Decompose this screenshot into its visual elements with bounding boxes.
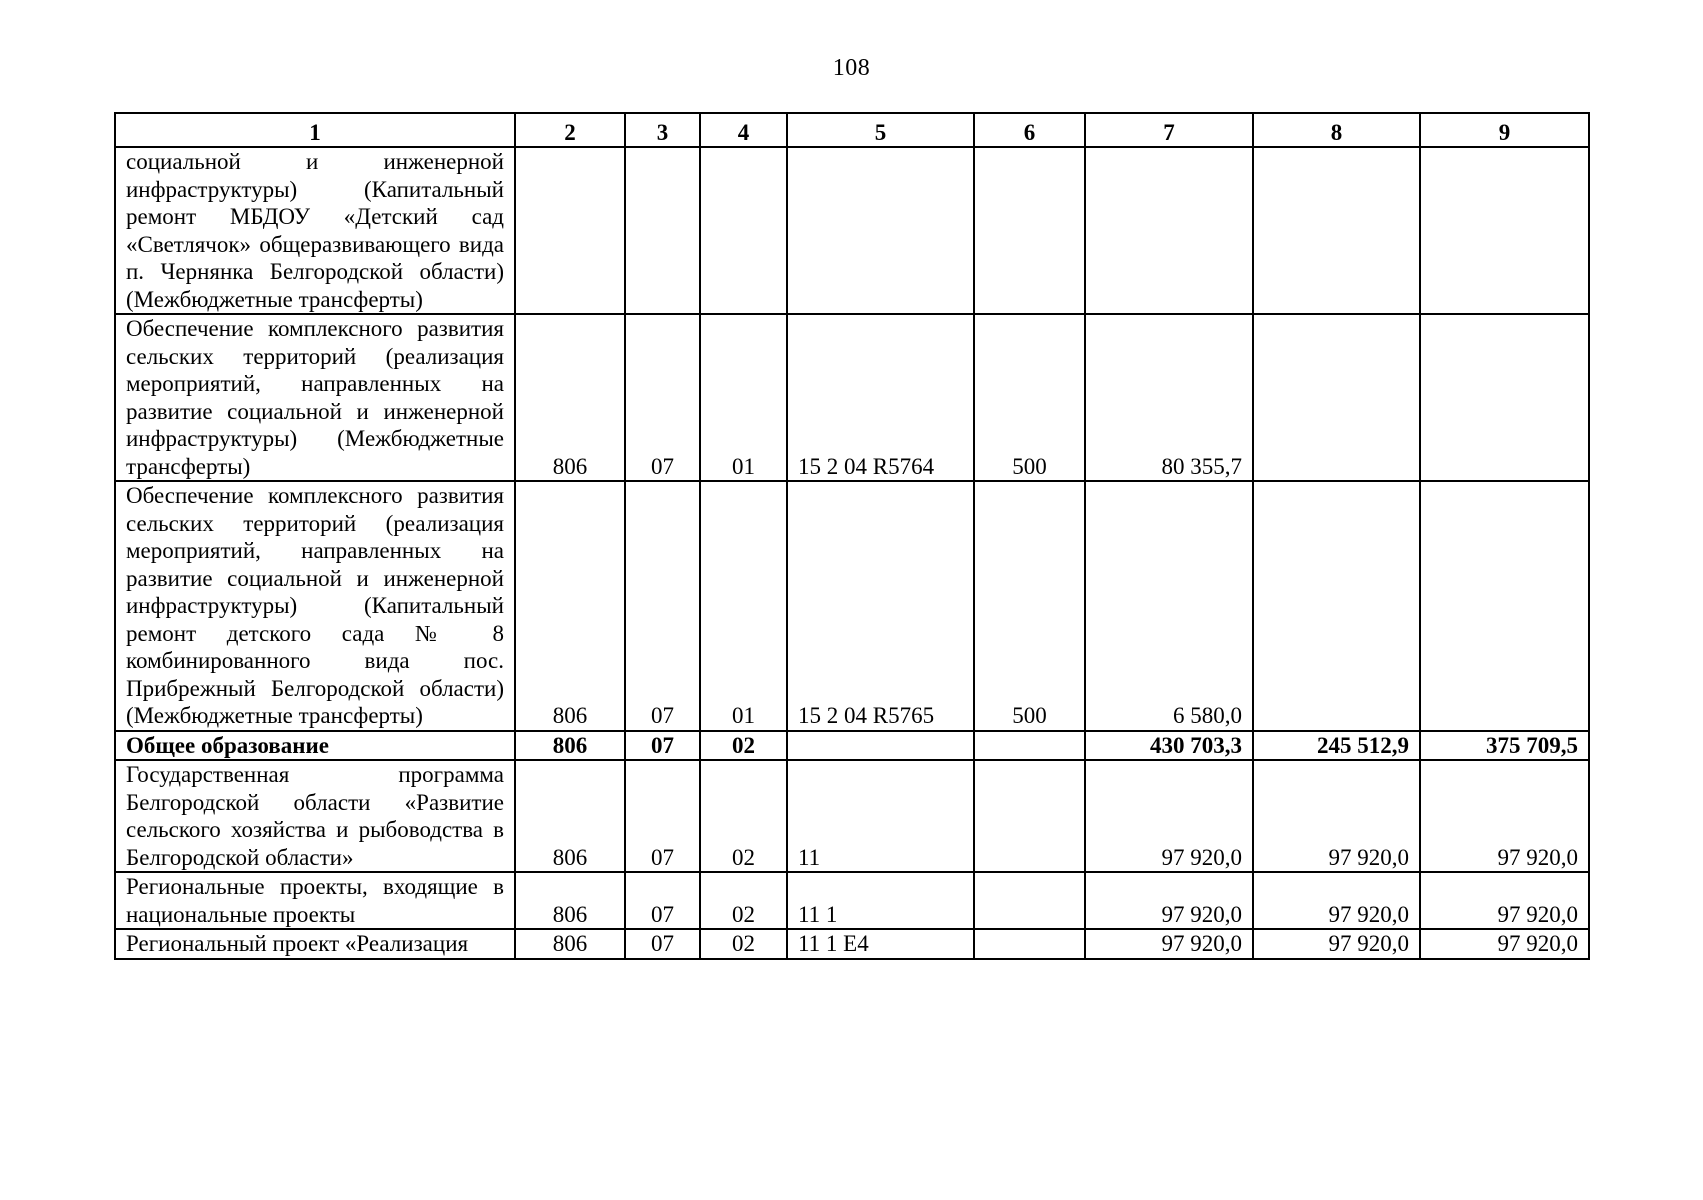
page-number: 108 (832, 55, 871, 81)
cell-amount-7: 430 703,3 (1085, 731, 1253, 761)
cell-section: 07 (625, 929, 700, 959)
cell-target-article (787, 147, 974, 314)
cell-expense-type (974, 147, 1085, 314)
row-name: Региональные проекты, входящие в национальные проекты (115, 872, 515, 929)
cell-ministry-code: 806 (515, 872, 625, 929)
table-row (115, 147, 1589, 314)
cell-target-article (787, 731, 974, 761)
table-row (115, 929, 1589, 959)
cell-target-article: 15 2 04 R5765 (787, 481, 974, 731)
cell-expense-type (974, 760, 1085, 872)
cell-amount-7 (1085, 147, 1253, 314)
header-cell-3: 3 (625, 113, 700, 147)
cell-amount-9: 97 920,0 (1420, 760, 1589, 872)
cell-ministry-code: 806 (515, 760, 625, 872)
cell-ministry-code (515, 147, 625, 314)
cell-section: 07 (625, 731, 700, 761)
header-row (115, 113, 1589, 147)
cell-subsection: 02 (700, 760, 787, 872)
cell-expense-type (974, 872, 1085, 929)
cell-expense-type: 500 (974, 481, 1085, 731)
cell-amount-7: 97 920,0 (1085, 760, 1253, 872)
cell-subsection: 02 (700, 872, 787, 929)
cell-amount-8: 97 920,0 (1253, 929, 1420, 959)
cell-amount-8 (1253, 481, 1420, 731)
cell-amount-9 (1420, 314, 1589, 481)
cell-ministry-code: 806 (515, 481, 625, 731)
cell-target-article: 11 1 Е4 (787, 929, 974, 959)
cell-amount-8: 97 920,0 (1253, 872, 1420, 929)
cell-target-article: 15 2 04 R5764 (787, 314, 974, 481)
table-row-section-total (115, 731, 1589, 761)
cell-section: 07 (625, 314, 700, 481)
header-cell-9: 9 (1420, 113, 1589, 147)
cell-subsection: 02 (700, 929, 787, 959)
cell-section: 07 (625, 760, 700, 872)
table-row (115, 760, 1589, 872)
cell-amount-7: 80 355,7 (1085, 314, 1253, 481)
cell-amount-7: 97 920,0 (1085, 872, 1253, 929)
cell-target-article: 11 1 (787, 872, 974, 929)
header-cell-6: 6 (974, 113, 1085, 147)
cell-expense-type (974, 731, 1085, 761)
cell-subsection: 01 (700, 314, 787, 481)
cell-section (625, 147, 700, 314)
header-cell-8: 8 (1253, 113, 1420, 147)
cell-section: 07 (625, 872, 700, 929)
cell-amount-8: 97 920,0 (1253, 760, 1420, 872)
row-name: Государственная программа Белгородской области «Развитие сельского хозяйства и рыбоводства в Белгородской области» (115, 760, 515, 872)
cell-target-article: 11 (787, 760, 974, 872)
cell-ministry-code: 806 (515, 731, 625, 761)
cell-subsection: 01 (700, 481, 787, 731)
row-name: Общее образование (115, 731, 515, 761)
budget-table (114, 112, 1590, 960)
cell-subsection: 02 (700, 731, 787, 761)
header-cell-5: 5 (787, 113, 974, 147)
row-name: Обеспечение комплексного развития сельских территорий (реализация мероприятий, направленных на развитие социальной и инженерной инфраструктуры) (Межбюджетные трансферты) (115, 314, 515, 481)
cell-amount-9 (1420, 481, 1589, 731)
header-cell-2: 2 (515, 113, 625, 147)
header-cell-1: 1 (115, 113, 515, 147)
cell-amount-8: 245 512,9 (1253, 731, 1420, 761)
cell-expense-type (974, 929, 1085, 959)
cell-amount-9: 97 920,0 (1420, 872, 1589, 929)
cell-amount-7: 97 920,0 (1085, 929, 1253, 959)
cell-section: 07 (625, 481, 700, 731)
cell-ministry-code: 806 (515, 314, 625, 481)
row-name: социальной и инженерной инфраструктуры) (Капитальный ремонт МБДОУ «Детский сад «Светлячок» общеразвивающего вида п. Чернянка Белгородской области) (Межбюджетные трансферты) (115, 147, 515, 314)
cell-expense-type: 500 (974, 314, 1085, 481)
cell-amount-8 (1253, 314, 1420, 481)
table-row (115, 481, 1589, 731)
cell-amount-9: 97 920,0 (1420, 929, 1589, 959)
cell-amount-8 (1253, 147, 1420, 314)
table-row (115, 314, 1589, 481)
header-cell-7: 7 (1085, 113, 1253, 147)
cell-subsection (700, 147, 787, 314)
cell-amount-9 (1420, 147, 1589, 314)
row-name: Обеспечение комплексного развития сельских территорий (реализация мероприятий, направленных на развитие социальной и инженерной инфраструктуры) (Капитальный ремонт детского сада № 8 комбинированного вида пос. Прибрежный Белгородской области) (Межбюджетные трансферты) (115, 481, 515, 731)
row-name: Региональный проект «Реализация (115, 929, 515, 959)
cell-amount-7: 6 580,0 (1085, 481, 1253, 731)
cell-ministry-code: 806 (515, 929, 625, 959)
cell-amount-9: 375 709,5 (1420, 731, 1589, 761)
table-row (115, 872, 1589, 929)
header-cell-4: 4 (700, 113, 787, 147)
